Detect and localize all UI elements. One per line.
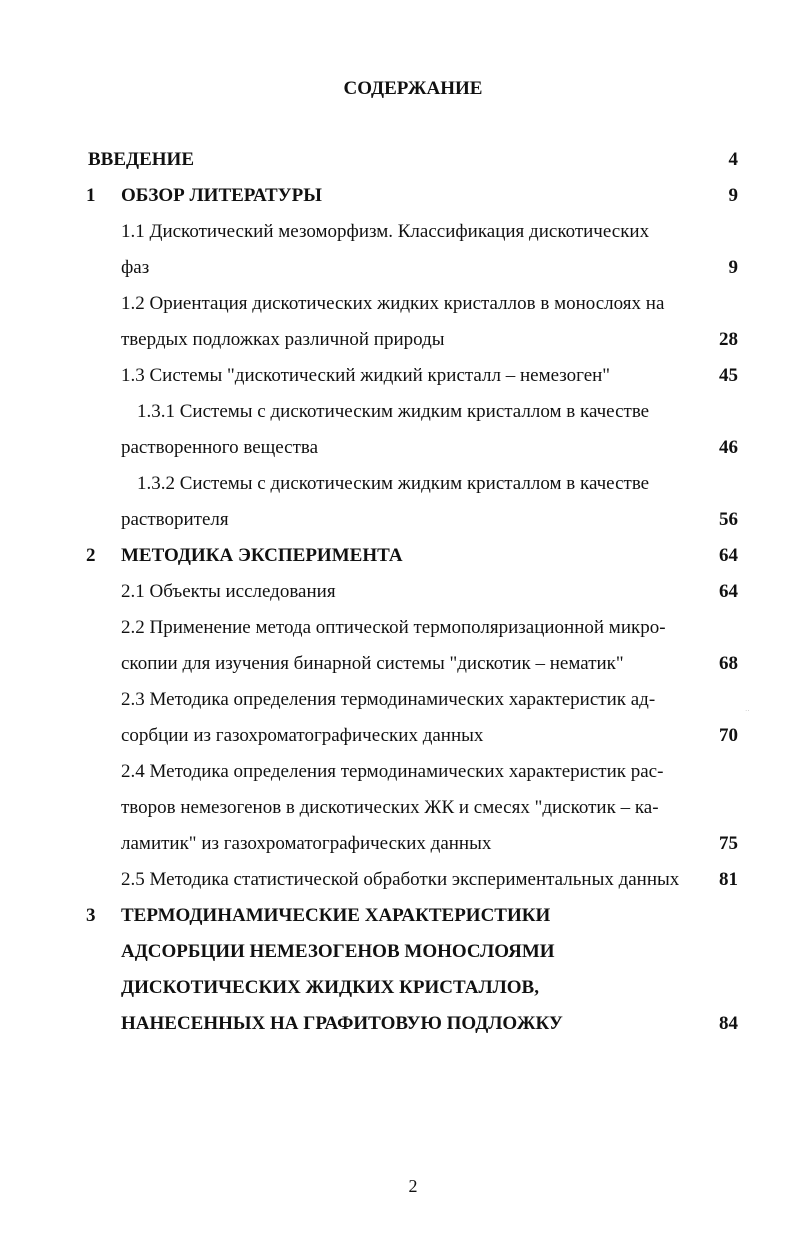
toc-entry-2-4-cont[interactable]: творов немезогенов в дискотических ЖК и смесях "дискотик – ка- [121,797,659,818]
scan-artifact: ·· [745,707,750,715]
toc-page-number: 84 [719,1013,738,1034]
toc-page-number: 64 [719,545,738,566]
toc-entry-2-4[interactable]: 2.4 Методика определения термодинамических характеристик рас- [121,761,664,782]
toc-page-number: 70 [719,725,738,746]
toc-entry-1-3-1[interactable]: 1.3.1 Системы с дискотическим жидким кристаллом в качестве [137,401,650,422]
toc-page-number: 75 [719,833,738,854]
toc-entry-1-1[interactable]: 1.1 Дискотический мезоморфизм. Классификация дискотических [121,221,650,242]
toc-entry-1-3[interactable]: 1.3 Системы "дискотический жидкий кристалл – немезоген" [121,365,611,386]
toc-entry-chapter-3-cont[interactable]: АДСОРБЦИИ НЕМЕЗОГЕНОВ МОНОСЛОЯМИ [121,941,555,962]
toc-entry-2-4-cont[interactable]: ламитик" из газохроматографических данных [121,833,492,854]
toc-entry-2-2[interactable]: 2.2 Применение метода оптической термополяризационной микро- [121,617,666,638]
toc-page-number: 28 [719,329,738,350]
toc-entry-chapter-2[interactable]: МЕТОДИКА ЭКСПЕРИМЕНТА [121,545,403,566]
toc-entry-2-5[interactable]: 2.5 Методика статистической обработки экспериментальных данных [121,869,680,890]
toc-page-number: 56 [719,509,738,530]
chapter-number: 3 [86,905,96,926]
toc-entry-2-1[interactable]: 2.1 Объекты исследования [121,581,336,602]
toc-page-number: 9 [728,257,738,278]
toc-page-number: 9 [728,185,738,206]
chapter-number: 2 [86,545,96,566]
toc-entry-1-3-2-cont[interactable]: растворителя [121,509,229,530]
toc-page-number: 46 [719,437,738,458]
toc-page-number: 4 [728,149,738,170]
page-number: 2 [408,1176,418,1196]
toc-entry-1-3-2[interactable]: 1.3.2 Системы с дискотическим жидким кристаллом в качестве [137,473,650,494]
toc-entry-chapter-1[interactable]: ОБЗОР ЛИТЕРАТУРЫ [121,185,322,206]
toc-entry-1-2-cont[interactable]: твердых подложках различной природы [121,329,445,350]
chapter-number: 1 [86,185,96,206]
toc-page-number: 64 [719,581,738,602]
toc-page-number: 81 [719,869,738,890]
toc-entry-chapter-3-cont[interactable]: НАНЕСЕННЫХ НА ГРАФИТОВУЮ ПОДЛОЖКУ [121,1013,563,1034]
toc-entry-1-2[interactable]: 1.2 Ориентация дискотических жидких кристаллов в монослоях на [121,293,665,314]
toc-entry-2-3[interactable]: 2.3 Методика определения термодинамических характеристик ад- [121,689,656,710]
toc-entry-1-3-1-cont[interactable]: растворенного вещества [121,437,319,458]
toc-entry-intro[interactable]: ВВЕДЕНИЕ [88,149,194,170]
toc-entry-chapter-3[interactable]: ТЕРМОДИНАМИЧЕСКИЕ ХАРАКТЕРИСТИКИ [121,905,551,926]
toc-entry-1-1-cont[interactable]: фаз [121,257,150,278]
toc-entry-chapter-3-cont[interactable]: ДИСКОТИЧЕСКИХ ЖИДКИХ КРИСТАЛЛОВ, [121,977,539,998]
toc-entry-2-2-cont[interactable]: скопии для изучения бинарной системы "дискотик – нематик" [121,653,624,674]
toc-entry-2-3-cont[interactable]: сорбции из газохроматографических данных [121,725,484,746]
page-title: СОДЕРЖАНИЕ [343,78,483,99]
toc-page-number: 68 [719,653,738,674]
toc-page-number: 45 [719,365,738,386]
